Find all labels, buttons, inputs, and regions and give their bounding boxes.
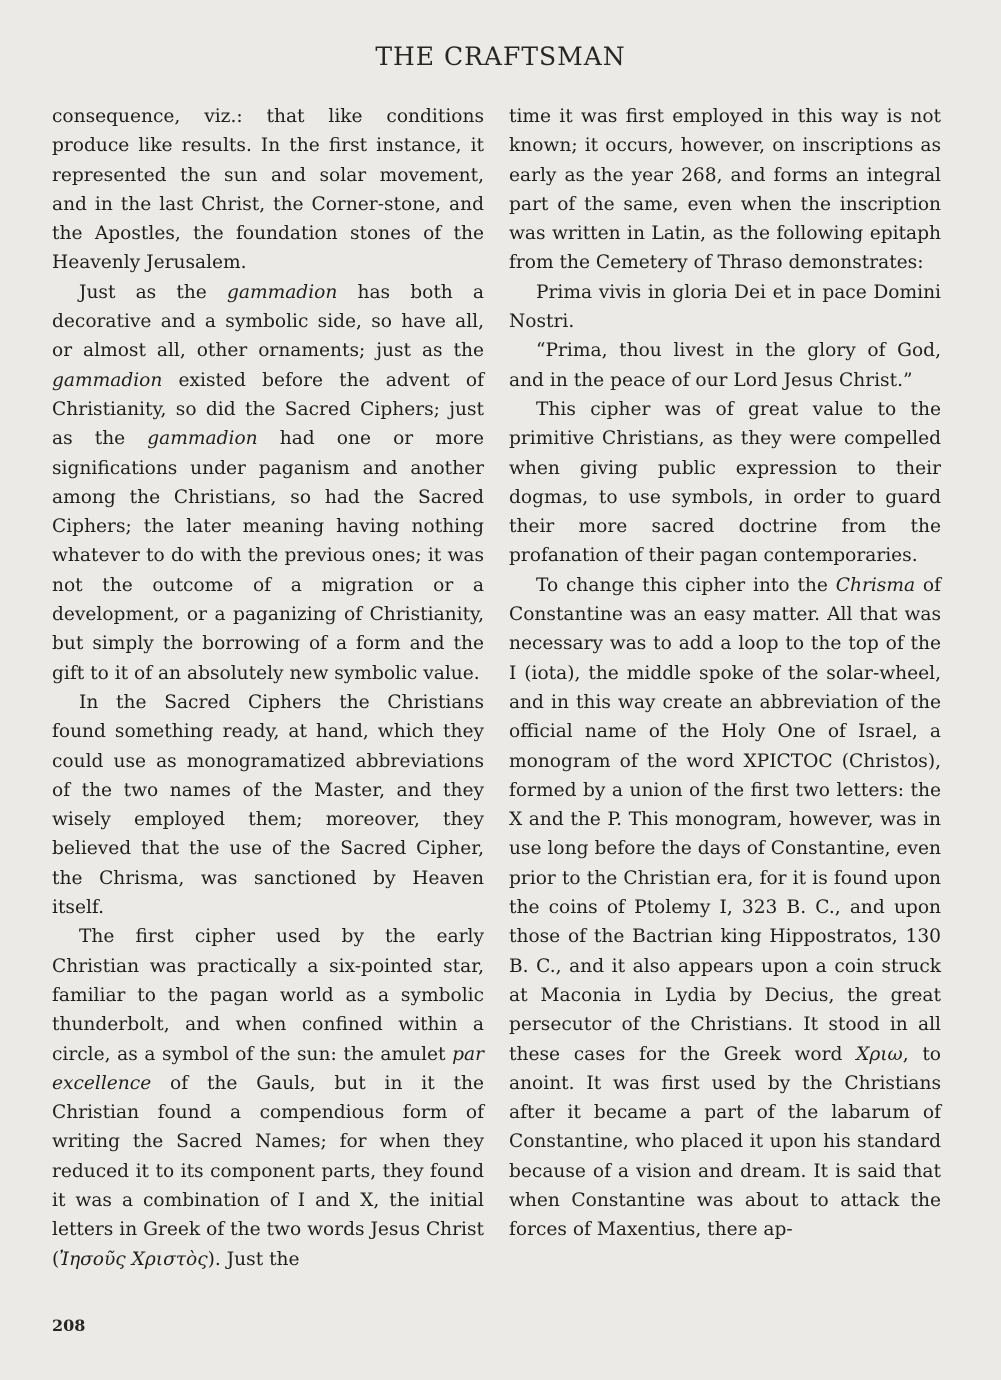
paragraph-text: Just as the: [79, 281, 227, 303]
left-text-column: [52, 102, 484, 1274]
paragraph-text: ). Just the: [207, 1248, 300, 1270]
paragraph-text: consequence, viz.: that like conditions produce like results. In the first instance, it represented the sun and solar movement, and in the last Christ, the Corner-stone, and the Apostles, the foundation stones of the Heavenly Jerusalem.: [52, 106, 484, 274]
paragraph: [509, 571, 941, 1245]
paragraph-text: To change this cipher into the: [536, 574, 836, 596]
paragraph: [509, 395, 941, 571]
running-head-title: THE CRAFTSMAN: [375, 42, 626, 71]
paragraph-text: had one or more significations under paganism and another among the Christians, so had the Sacred Ciphers; the later meaning having nothing whatever to do with the previous ones; it was not the outcome of a migration or a development, or a paganizing of Christianity, but simply the borrowing of a form and the gift to it of an absolutely new symbolic value.: [52, 428, 484, 684]
paragraph-text: time it was first employed in this way is not known; it occurs, however, on inscriptions as early as the year 268, and forms an integral part of the same, even when the inscription was written in Latin, as the following epitaph from the Cemetery of Thraso demonstrates:: [509, 106, 941, 274]
paragraph-text: This cipher was of great value to the primitive Christians, as they were compelled when giving public expression to their dogmas, to use symbols, in order to guard their more sacred doctrine from the profanation of their pagan contemporaries.: [509, 398, 941, 567]
paragraph-text: of the Gauls, but in it the Christian found a compendious form of writing the Sacred Names; for when they reduced it to its component parts, they found it was a combination of I and X, the initial letters in Greek of the two words Jesus Christ (: [52, 1072, 484, 1270]
paragraph-text: of Constantine was an easy matter. All that was necessary was to add a loop to the top of the I (iota), the middle spoke of the solar-wheel, and in this way create an abbreviation of the official name of the Holy One of Israel, a monogram of the word XPICTOC (Christos), formed by a union of the first two letters: the X and the P. This monogram, however, was in use long before the days of Constantine, even prior to the Christian era, for it is found upon the coins of Ptolemy I, 323 B. C., and upon those of the Bactrian king Hippostratos, 130 B. C., and it also appears upon a coin struck at Maconia in Lydia by Decius, the great persecutor of the Christians. It stood in all these cases for the Greek word: [509, 574, 941, 1065]
italic-term: gammadion: [52, 369, 163, 391]
paragraph-text: The first cipher used by the early Christian was practically a six-pointed star, familiar to the pagan world as a symbolic thunderbolt, and when confined within a circle, as a symbol of the sun: the amulet: [52, 926, 484, 1065]
greek-text: Χριω: [856, 1043, 903, 1065]
paragraph-text: existed before the advent of Christianity, so did the Sacred Ciphers; just as the: [52, 369, 484, 450]
paragraph: [509, 336, 941, 395]
paragraph-text: has both a decorative and a symbolic side, so have all, or almost all, other ornaments; just as the: [52, 281, 484, 362]
right-text-column: [509, 102, 941, 1245]
paragraph: [509, 278, 941, 337]
latin-epitaph: Prima vivis in gloria Dei et in pace Domini Nostri.: [509, 281, 941, 333]
greek-text: Ἰησοῦς Χριστὸς: [59, 1248, 208, 1270]
paragraph: [52, 278, 484, 688]
paragraph-text: In the Sacred Ciphers the Christians found something ready, at hand, which they could use as monogramatized abbreviations of the two names of the Master, and they wisely employed them; moreover, they believed that the use of the Sacred Cipher, the Chrisma, was sanctioned by Heaven itself.: [52, 691, 484, 919]
paragraph: [52, 102, 484, 278]
italic-term: gammadion: [226, 281, 338, 303]
italic-term: gammadion: [147, 428, 258, 450]
paragraph: [52, 922, 484, 1274]
italic-term: Chrisma: [835, 574, 916, 596]
italic-term: par excellence: [52, 1043, 484, 1094]
paragraph-text: , to anoint. It was first used by the Christians after it became a part of the labarum of Constantine, who placed it upon his standard because of a vision and dream. It is said that when Constantine was about to attack the forces of Maxentius, there ap-: [509, 1043, 941, 1241]
paragraph: [509, 102, 941, 278]
page-number: 208: [52, 1316, 86, 1335]
paragraph: [52, 688, 484, 922]
epitaph-translation: “Prima, thou livest in the glory of God, and in the peace of our Lord Jesus Christ.”: [509, 340, 941, 391]
